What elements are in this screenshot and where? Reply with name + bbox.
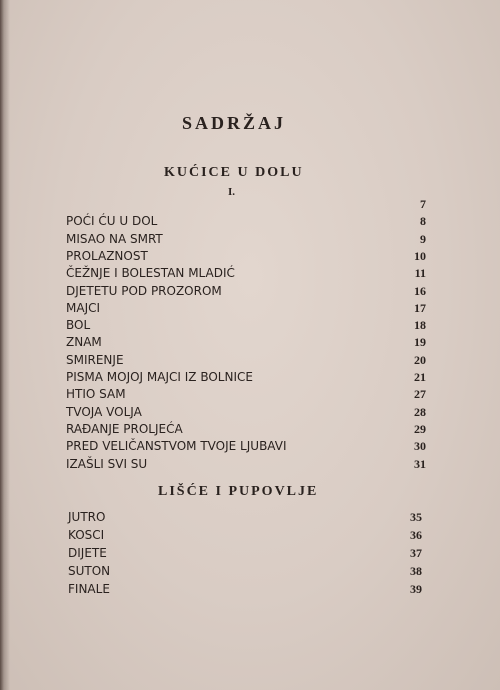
toc-entry [66,334,426,351]
toc-entry-page: 38 [410,564,422,578]
toc-entry-page: 18 [414,318,426,333]
toc-entry [66,369,426,386]
toc-entry [66,456,426,473]
toc-entry-title: HTIO SAM [66,387,126,402]
toc-entry-page: 21 [414,370,426,384]
toc-entry-title: MISAO NA SMRT [66,231,163,246]
toc-entry-title: KOSCI [68,528,105,542]
toc-entry-title: SUTON [68,564,111,578]
toc-entry-page: 27 [414,387,426,402]
toc-entry-page: 8 [420,214,426,229]
toc-entry [66,265,426,282]
toc-entry-page: 39 [410,582,422,596]
toc-entry-title: PRED VELIČANSTVOM TVOJE LJUBAVI [66,439,287,454]
toc-entry [66,317,426,334]
toc-entry [66,300,426,317]
toc-entry-page: 17 [414,300,426,315]
toc-entry-page: 30 [414,439,426,454]
toc-entry-title: RAĐANJE PROLJEĆA [66,421,183,436]
toc-entry-page: 9 [420,231,426,246]
toc-entry-page: 19 [414,335,426,350]
toc-entry [68,563,422,580]
toc-entry-title: FINALE [68,582,110,596]
page-edge-shadow [0,0,10,690]
toc-entry [66,421,426,438]
toc-entry-title: TVOJA VOLJA [66,404,142,419]
section-subtitle: I. [228,186,236,198]
toc-entry-title: IZAŠLI SVI SU [66,456,148,471]
toc-entry-page: 31 [414,456,426,471]
toc-entry [66,404,426,421]
toc-entry-title: JUTRO [68,510,106,524]
toc-entry [66,248,426,265]
toc-entry-page: 35 [410,510,422,524]
section-title-lisce-i-pupovlje: LIŠĆE I PUPOVLJE [158,484,319,499]
toc-entry-title: ZNAM [66,335,102,350]
toc-entry [68,509,422,526]
toc-entry [66,196,426,213]
toc-entry-page: 28 [414,404,426,419]
toc-entry [66,352,426,369]
toc-entry-title: SMIRENJE [66,352,124,367]
toc-entry-title: BOL [66,318,91,333]
toc-entry [68,527,422,544]
toc-entry-page: 36 [410,528,422,542]
toc-entry-title: DJETETU POD PROZOROM [66,283,222,298]
toc-entry [66,386,426,403]
toc-entry [66,231,426,248]
toc-entry-page: 37 [410,546,422,560]
toc-entry-title: PROLAZNOST [66,248,148,263]
toc-entry-page: 7 [420,197,426,211]
toc-entry-title: PISMA MOJOJ MAJCI IZ BOLNICE [66,370,253,384]
toc-entry-page: 29 [414,421,426,436]
page-title: SADRŽAJ [182,113,287,133]
toc-entry-title: POĆI ĆU U DOL [66,214,158,229]
toc-entry [66,213,426,230]
toc-entry-page: 16 [414,283,426,298]
toc-entry [66,283,426,300]
toc-entry-title: MAJCI [66,300,101,315]
toc-entry-title: DIJETE [68,546,107,560]
toc-entry-page: 20 [414,352,426,367]
toc-entry [66,438,426,455]
toc-entry-page: 10 [414,248,426,263]
toc-entry-title: ČEŽNJE I BOLESTAN MLADIĆ [66,266,235,281]
toc-entry [68,545,422,562]
toc-entry [68,581,422,598]
section-title-kucice-u-dolu: KUĆICE U DOLU [164,165,304,180]
toc-entry-page: 11 [414,266,426,281]
